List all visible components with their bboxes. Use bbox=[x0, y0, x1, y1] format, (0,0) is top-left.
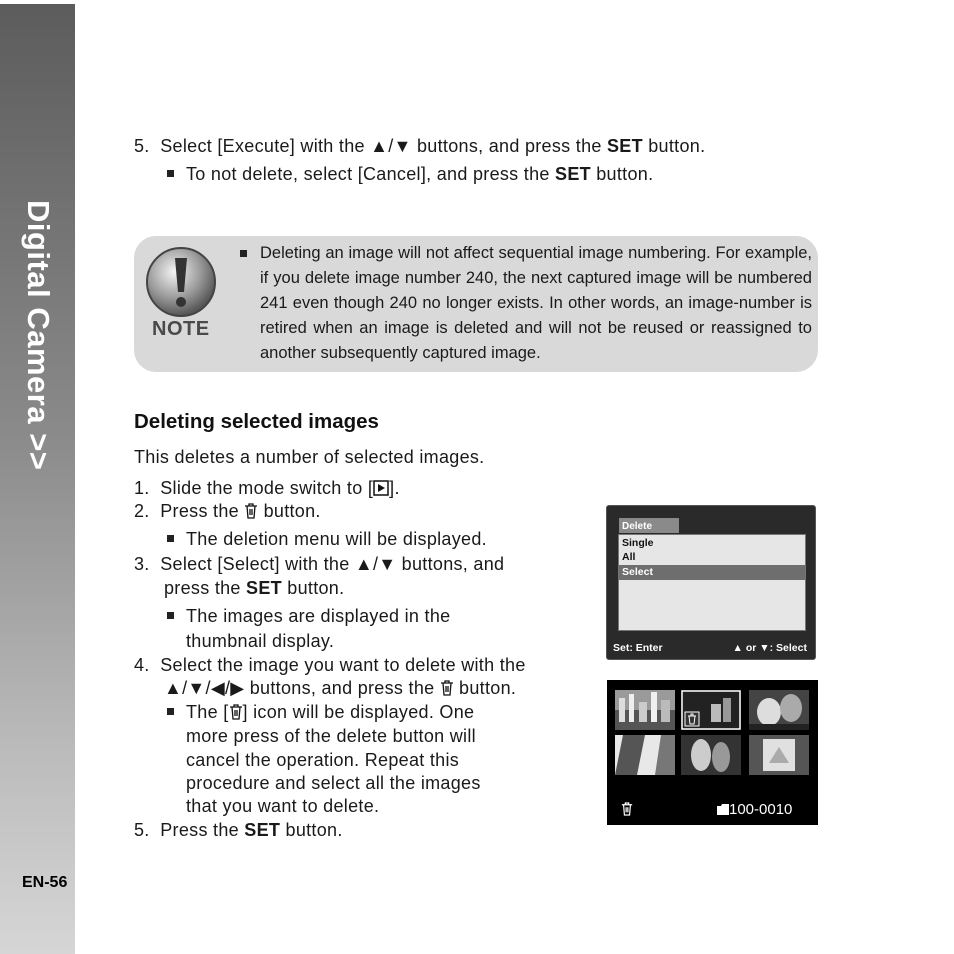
step-text: Press the bbox=[160, 501, 245, 521]
intro-step-5 bbox=[134, 134, 705, 158]
step-text-end: button. bbox=[280, 820, 343, 840]
trash-icon bbox=[229, 704, 243, 720]
menu-item-select: Select bbox=[622, 566, 653, 578]
menu-tab-delete: Delete bbox=[619, 518, 679, 533]
side-tab bbox=[0, 4, 75, 954]
note-box bbox=[134, 236, 818, 372]
step-text-end: button. bbox=[281, 578, 345, 598]
bullet-4-line-2: more press of the delete button will bbox=[186, 726, 476, 746]
trash-icon bbox=[244, 503, 258, 519]
step-number: 4. bbox=[134, 655, 150, 675]
delete-menu-screen bbox=[606, 505, 816, 660]
step-number: 3. bbox=[134, 554, 150, 574]
menu-list bbox=[618, 534, 806, 631]
section-lead: This deletes a number of selected images. bbox=[134, 447, 485, 467]
step-4-line-1 bbox=[134, 653, 526, 677]
set-key: SET bbox=[244, 820, 281, 840]
step-text-end: ]. bbox=[389, 478, 400, 498]
thumbnail-screen bbox=[607, 680, 818, 825]
note-label: NOTE bbox=[152, 318, 210, 340]
bullet-3-line-1: The images are displayed in the bbox=[186, 606, 451, 626]
bullet-2: The deletion menu will be displayed. bbox=[186, 529, 487, 549]
bullet-4-line-5: that you want to delete. bbox=[186, 796, 380, 816]
set-key: SET bbox=[246, 578, 282, 598]
section-heading: Deleting selected images bbox=[134, 410, 379, 433]
bullet-3-line-2: thumbnail display. bbox=[186, 631, 335, 651]
step-4-line-2 bbox=[164, 676, 516, 700]
step-5 bbox=[134, 818, 343, 842]
bullet-text-end: button. bbox=[590, 164, 654, 184]
bullet-marker bbox=[167, 612, 174, 619]
bullet-text: The [ bbox=[186, 702, 229, 722]
step-text: Select the image you want to delete with the bbox=[160, 655, 526, 675]
step-1 bbox=[134, 476, 400, 500]
step-text: Select [Select] with the ▲/▼ buttons, and bbox=[160, 554, 505, 574]
step-text: ▲/▼/◀/▶ buttons, and press the bbox=[164, 678, 440, 698]
bullet-text: To not delete, select [Cancel], and press the bbox=[186, 164, 556, 184]
step-text: Slide the mode switch to [ bbox=[160, 478, 374, 498]
menu-footer-select: ▲ or ▼: Select bbox=[732, 642, 807, 654]
set-key: SET bbox=[607, 136, 643, 156]
bullet-4-line-4: procedure and select all the images bbox=[186, 773, 481, 793]
folder-number bbox=[717, 801, 792, 818]
step-text-end: button. bbox=[453, 678, 517, 698]
thumbnail-dancers bbox=[681, 735, 741, 775]
bullet-text-end: ] icon will be displayed. One bbox=[242, 702, 475, 722]
menu-footer-enter: Set: Enter bbox=[613, 642, 663, 654]
set-key: SET bbox=[555, 164, 591, 184]
menu-item-single: Single bbox=[622, 537, 654, 549]
bullet-4-line-3: cancel the operation. Repeat this bbox=[186, 750, 460, 770]
step-text: press the bbox=[164, 578, 247, 598]
trash-icon bbox=[440, 680, 454, 696]
step-3-line-2 bbox=[164, 576, 344, 600]
step-number: 1. bbox=[134, 478, 150, 498]
play-mode-icon bbox=[373, 480, 389, 496]
step-text: Press the bbox=[160, 820, 245, 840]
bullet-marker bbox=[240, 250, 247, 257]
thumbnail-tree bbox=[615, 735, 675, 775]
bullet-marker bbox=[167, 170, 174, 177]
menu-item-all: All bbox=[622, 551, 636, 563]
trash-icon bbox=[621, 802, 633, 816]
note-text: Deleting an image will not affect sequential image numbering. For example, if you delete image number 240, the next captured image will be numbered 241 even though 240 no longer exists. In other words, an image-number is retired when an image is deleted and will not be reused or reassigned to another subsequently captured image. bbox=[260, 244, 812, 362]
thumbnail-couple bbox=[749, 690, 809, 730]
folder-label: 100-0010 bbox=[729, 801, 793, 818]
thumbnail-city bbox=[615, 690, 675, 730]
step-text-end: button. bbox=[642, 136, 706, 156]
thumbnail-card bbox=[749, 735, 809, 775]
thumbnail-selected bbox=[681, 690, 741, 730]
step-text-end: button. bbox=[258, 501, 321, 521]
step-number: 5. bbox=[134, 820, 150, 840]
bullet-4-line-1 bbox=[186, 700, 474, 724]
step-3-line-1 bbox=[134, 552, 504, 576]
step-number: 5. bbox=[134, 136, 150, 156]
bullet-marker bbox=[167, 535, 174, 542]
folder-icon bbox=[717, 804, 729, 815]
step-number: 2. bbox=[134, 501, 150, 521]
page-number: EN-56 bbox=[22, 874, 68, 891]
exclamation-icon bbox=[145, 246, 217, 318]
side-title: Digital Camera >> bbox=[21, 200, 56, 471]
step-text: Select [Execute] with the ▲/▼ buttons, and press the bbox=[160, 136, 607, 156]
step-2 bbox=[134, 499, 321, 523]
intro-bullet bbox=[186, 162, 653, 186]
bullet-marker bbox=[167, 708, 174, 715]
